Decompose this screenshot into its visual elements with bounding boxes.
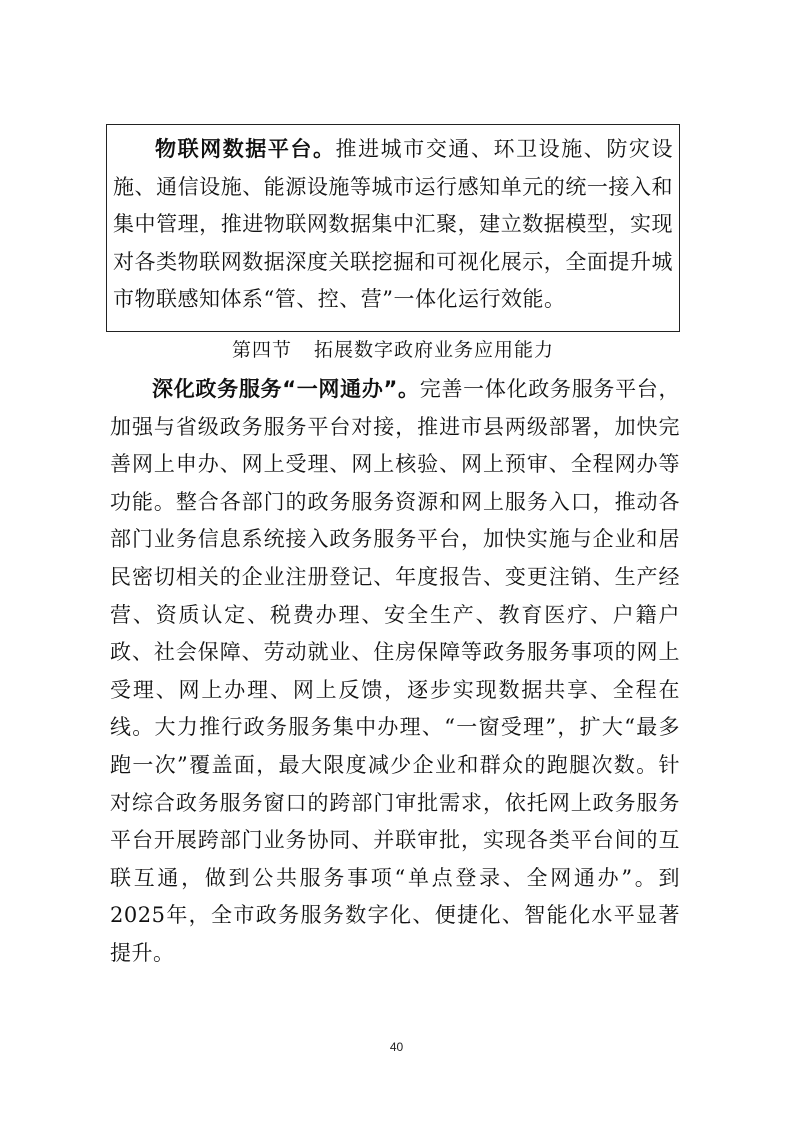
iot-platform-text: 推进城市交通、环卫设施、防灾设施、通信设施、能源设施等城市运行感知单元的统一接入和集中管理，推进物联网数据集中汇聚，建立数据模型，实现对各类物联网数据深度关联挖掘和可视化展示，全面提升城市物联感知体系“管、控、营”一体化运行效能。 — [113, 137, 674, 311]
iot-platform-lead: 物联网数据平台。 — [155, 137, 336, 161]
government-service-paragraph — [110, 371, 680, 973]
government-service-text: 完善一体化政务服务平台，加强与省级政务服务平台对接，推进市县两级部署，加快完善网上申办、网上受理、网上核验、网上预审、全程网办等功能。整合各部门的政务服务资源和网上服务入口，推动各部门业务信息系统接入政务服务平台，加快实施与企业和居民密切相关的企业注册登记、年度报告、变更注销、生产经营、资质认定、税费办理、安全生产、教育医疗、户籍户政、社会保障、劳动就业、住房保障等政务服务事项的网上受理、网上办理、网上反馈，逐步实现数据共享、全程在线。大力推行政务服务集中办理、“一窗受理”，扩大“最多跑一次”覆盖面，最大限度减少企业和群众的跑腿次数。针对综合政务服务窗口的跨部门审批需求，依托网上政务服务平台开展跨部门业务协同、并联审批，实现各类平台间的互联互通，做到公共服务事项“单点登录、全网通办”。到2025年，全市政务服务数字化、便捷化、智能化水平显著提升。 — [110, 377, 681, 965]
section-title: 拓展数字政府业务应用能力 — [314, 339, 555, 361]
iot-platform-box — [106, 124, 680, 332]
section-number: 第四节 — [231, 339, 292, 361]
government-service-lead: 深化政务服务“一网通办”。 — [152, 377, 420, 401]
main-body — [110, 371, 680, 973]
page-number: 40 — [389, 1040, 404, 1054]
iot-platform-paragraph — [113, 131, 673, 319]
section-heading — [106, 336, 680, 364]
